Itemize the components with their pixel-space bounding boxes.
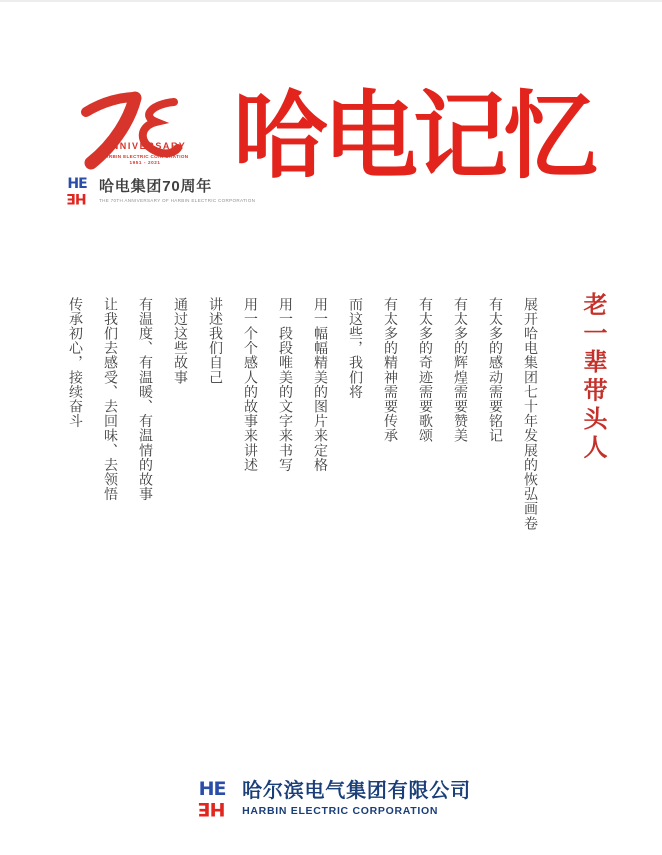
section-title: 老一辈带头人 xyxy=(579,292,605,463)
vertical-line: 有太多的感动需要铭记 xyxy=(487,297,502,443)
harbin-electric-logo-icon xyxy=(191,778,233,820)
group-70th-subtitle: THE 70TH ANNIVERSARY OF HARBIN ELECTRIC CORPORATION xyxy=(99,198,256,203)
corporate-name-block xyxy=(242,778,471,817)
vertical-line: 用一段段唯美的文字来书写 xyxy=(277,297,292,473)
corporate-name-english: HARBIN ELECTRIC CORPORATION xyxy=(242,805,439,817)
page-title: 哈电记忆 xyxy=(233,84,594,190)
corporate-footer xyxy=(0,778,662,820)
vertical-line: 讲述我们自己 xyxy=(207,297,222,385)
vertical-line: 有太多的奇迹需要歌颂 xyxy=(417,297,432,443)
page-top-edge xyxy=(0,0,662,2)
vertical-text-block xyxy=(46,292,604,632)
group-70th-row xyxy=(62,176,255,206)
anniversary-word: ANNIVERSARY xyxy=(103,141,187,151)
vertical-line: 用一幅幅精美的图片来定格 xyxy=(312,297,327,473)
anniversary-corporation-line: HARBIN ELECTRIC CORPORATION xyxy=(101,153,189,159)
vertical-line: 而这些，我们将 xyxy=(347,297,362,400)
vertical-line: 用一个个感人的故事来讲述 xyxy=(242,297,257,473)
he-logo-bottom-letters: HE xyxy=(67,190,87,206)
vertical-line: 有太多的辉煌需要赞美 xyxy=(452,297,467,443)
anniversary-years-line: 1951 - 2021 xyxy=(129,160,161,166)
harbin-electric-logo-icon xyxy=(62,176,92,206)
he-logo-bottom-letters: HE xyxy=(198,798,226,820)
he-logo-top-letters: HE xyxy=(198,778,226,800)
vertical-line: 让我们去感受、去回味、去领悟 xyxy=(102,297,117,502)
vertical-line: 有太多的精神需要传承 xyxy=(382,297,397,443)
group-70th-text xyxy=(99,176,255,203)
anniversary-caption xyxy=(95,142,195,166)
vertical-line: 有温度、有温暖、有温情的故事 xyxy=(137,297,152,502)
group-70th-title: 哈电集团70周年 xyxy=(99,178,213,195)
he-logo-top-letters: HE xyxy=(67,176,87,192)
vertical-line: 通过这些故事 xyxy=(172,297,187,385)
vertical-line: 传承初心，接续奋斗 xyxy=(67,297,82,429)
corporate-name-chinese: 哈尔滨电气集团有限公司 xyxy=(242,780,471,802)
vertical-line: 展开哈电集团七十年发展的恢弘画卷 xyxy=(522,297,537,531)
